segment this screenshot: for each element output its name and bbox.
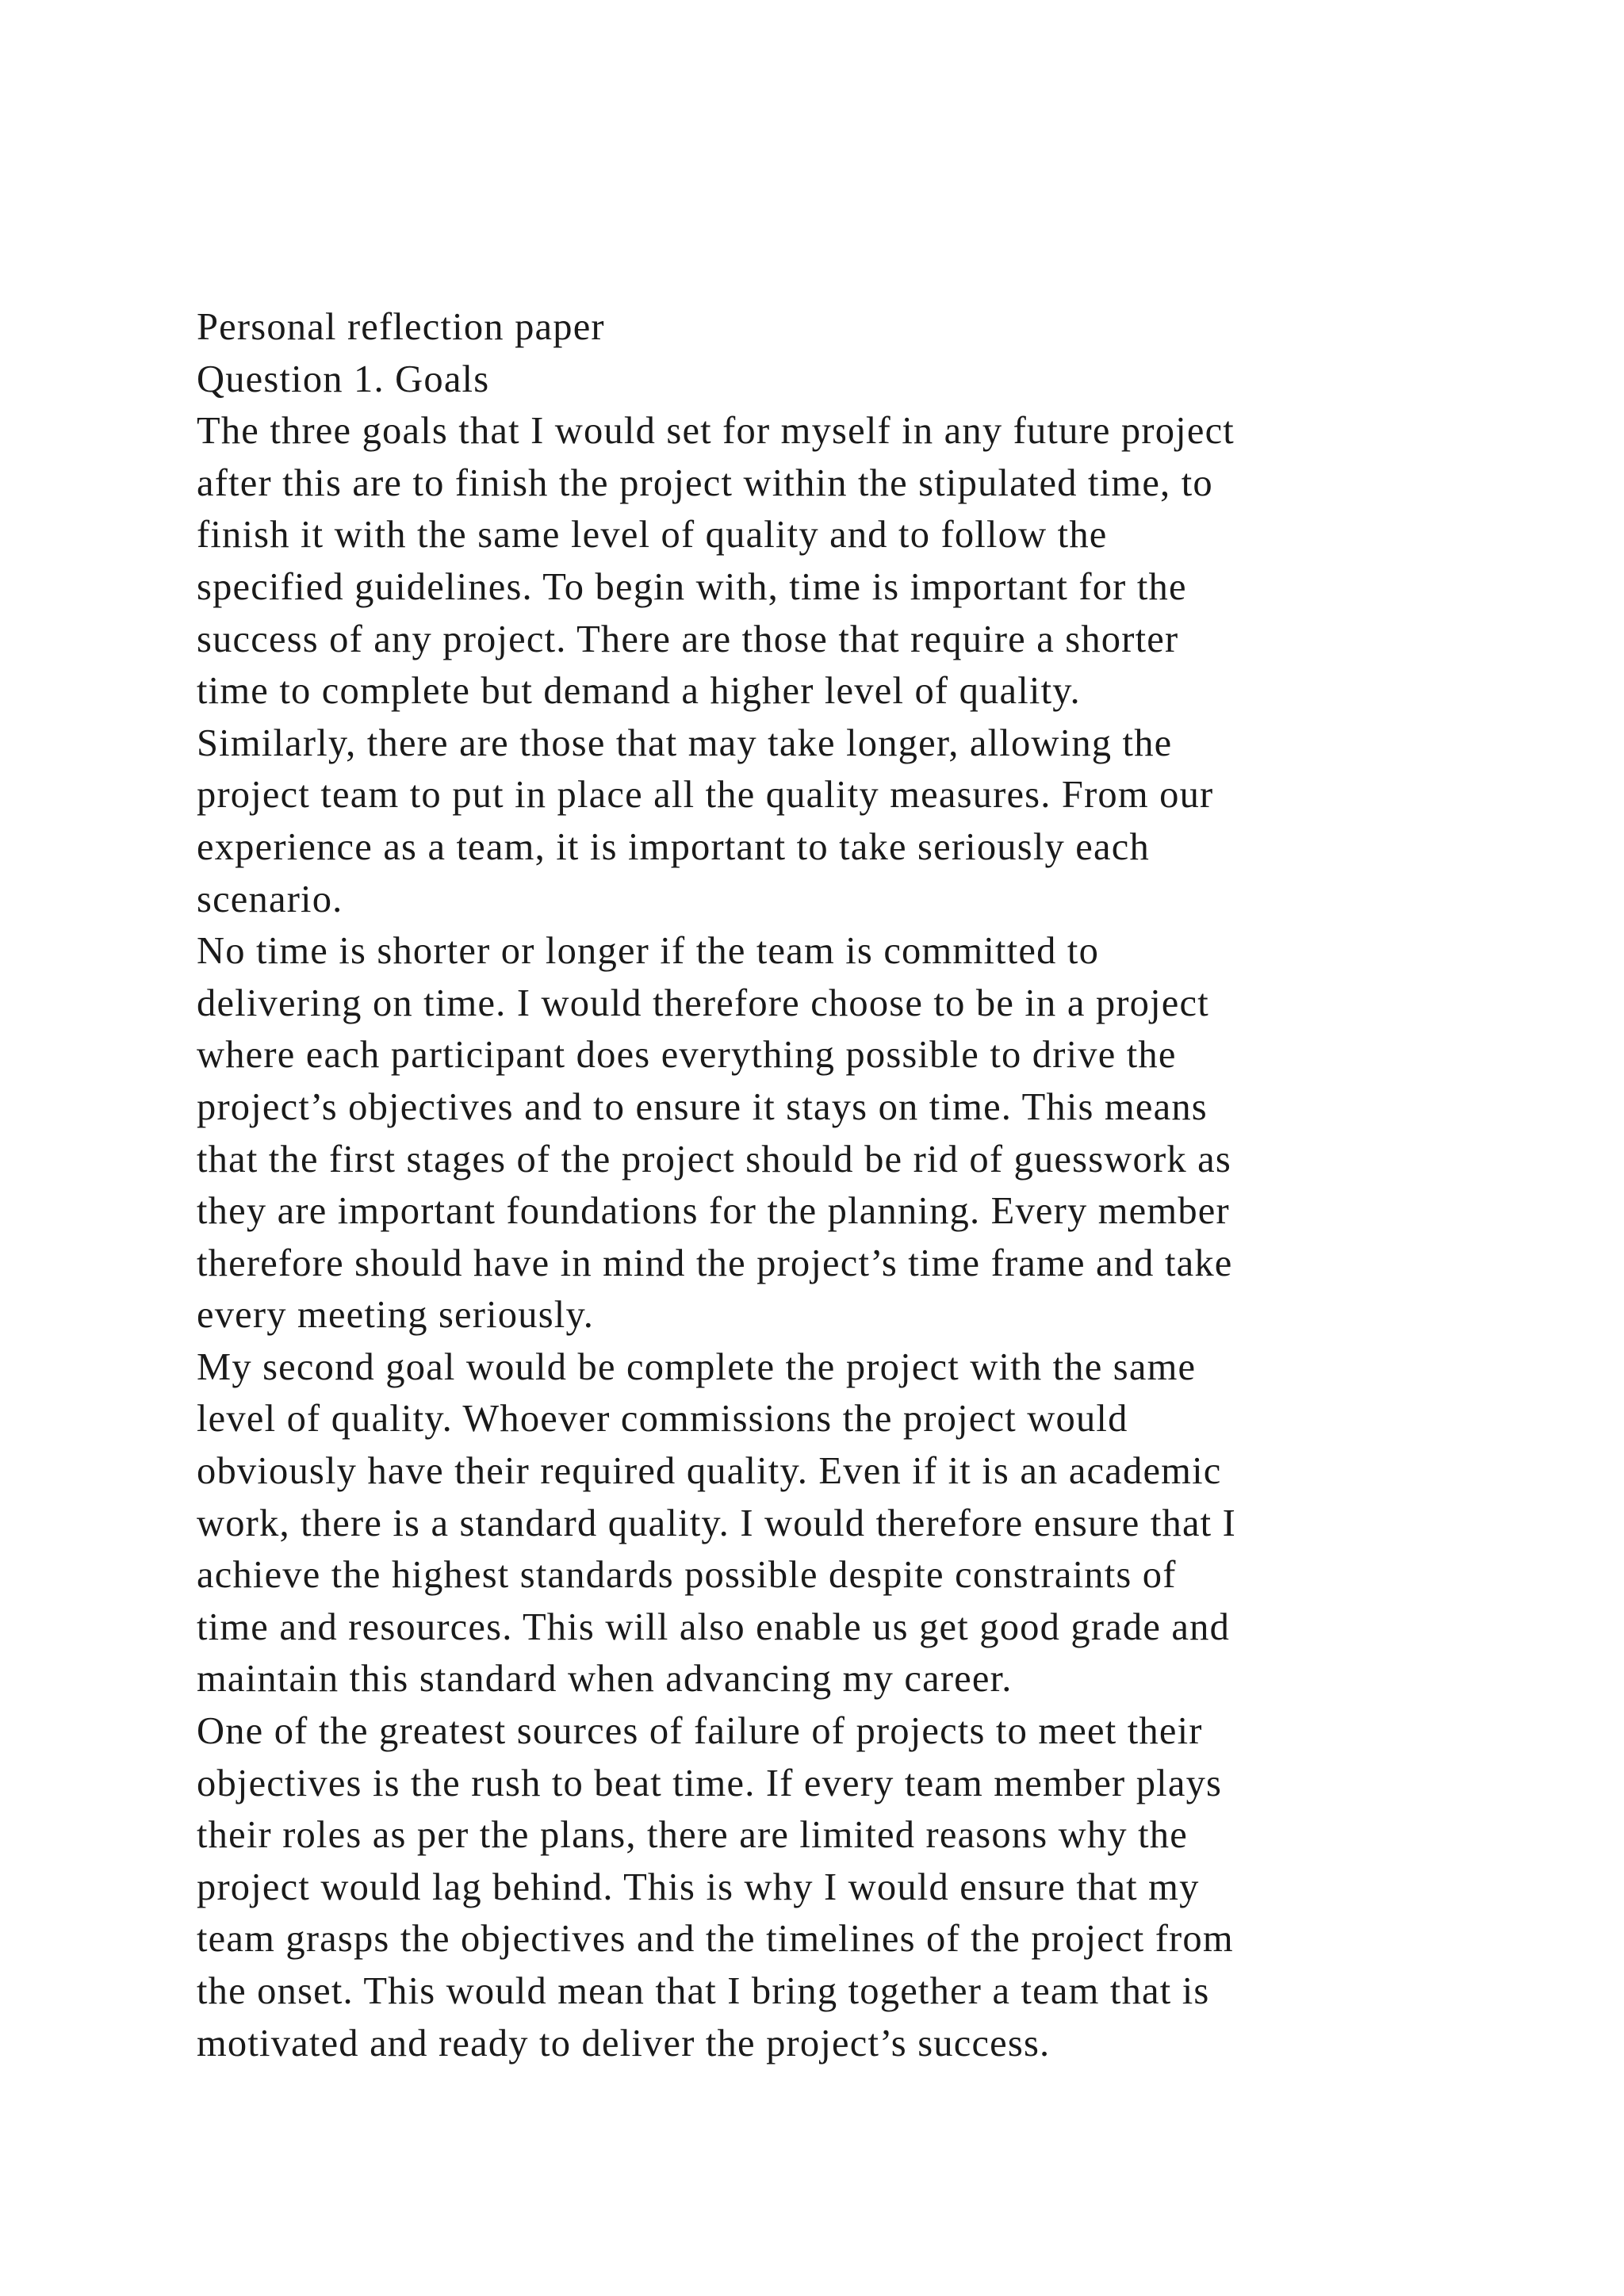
body-line: team grasps the objectives and the timelines of the project from <box>197 1918 1234 1961</box>
body-line: maintain this standard when advancing my career. <box>197 1658 1013 1701</box>
body-line: success of any project. There are those that require a shorter <box>197 618 1179 660</box>
body-line: every meeting seriously. <box>197 1294 595 1337</box>
body-line: they are important foundations for the planning. Every member <box>197 1190 1230 1233</box>
body-lines <box>197 405 1450 2069</box>
document-title: Personal reflection paper <box>197 306 605 348</box>
body-line: achieve the highest standards possible despite constraints of <box>197 1554 1177 1597</box>
body-line: that the first stages of the project should be rid of guesswork as <box>197 1138 1231 1181</box>
body-line: work, there is a standard quality. I would therefore ensure that I <box>197 1502 1237 1544</box>
body-line: motivated and ready to deliver the project’s success. <box>197 2022 1051 2064</box>
body-line: experience as a team, it is important to take seriously each <box>197 825 1150 868</box>
body-line: project team to put in place all the quality measures. From our <box>197 774 1214 817</box>
body-line: therefore should have in mind the project’s time frame and take <box>197 1242 1233 1284</box>
body-line: specified guidelines. To begin with, time is important for the <box>197 565 1187 608</box>
body-line: obviously have their required quality. Even if it is an academic <box>197 1450 1222 1493</box>
body-line: the onset. This would mean that I bring together a team that is <box>197 1970 1210 2012</box>
body-line: scenario. <box>197 878 343 920</box>
body-line: No time is shorter or longer if the team is committed to <box>197 930 1100 973</box>
body-line: objectives is the rush to beat time. If every team member plays <box>197 1762 1223 1804</box>
body-line: after this are to finish the project within the stipulated time, to <box>197 461 1213 504</box>
body-line: Similarly, there are those that may take longer, allowing the <box>197 721 1173 764</box>
body-line: The three goals that I would set for myself in any future project <box>197 410 1235 453</box>
body-line: project’s objectives and to ensure it stays on time. This means <box>197 1085 1208 1128</box>
body-line: time and resources. This will also enable us get good grade and <box>197 1605 1231 1648</box>
body-line: level of quality. Whoever commissions the project would <box>197 1398 1128 1441</box>
body-line: their roles as per the plans, there are limited reasons why the <box>197 1814 1188 1857</box>
body-line: My second goal would be complete the project with the same <box>197 1345 1197 1388</box>
document-body <box>197 301 1450 2069</box>
body-line: One of the greatest sources of failure of projects to meet their <box>197 1710 1203 1753</box>
body-line: project would lag behind. This is why I would ensure that my <box>197 1866 1200 1908</box>
body-line: time to complete but demand a higher level of quality. <box>197 670 1081 713</box>
question-heading: Question 1. Goals <box>197 358 490 400</box>
body-line: where each participant does everything possible to drive the <box>197 1034 1177 1077</box>
body-line: delivering on time. I would therefore choose to be in a project <box>197 982 1209 1024</box>
body-line: finish it with the same level of quality and to follow the <box>197 514 1108 557</box>
